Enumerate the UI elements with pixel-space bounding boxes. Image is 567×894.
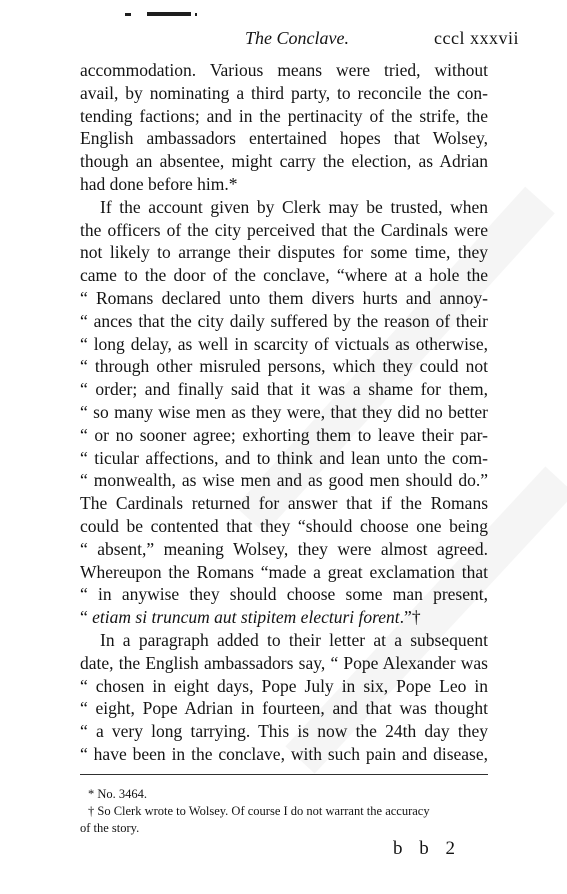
line-text: “ ticular affections, and to think and lean unto the com- xyxy=(80,447,488,468)
text-line xyxy=(80,697,488,720)
line-text: “ monwealth, as wise men and as good men should do.” xyxy=(80,470,488,491)
text-line xyxy=(80,606,488,629)
text-line xyxy=(80,173,488,196)
line-text: accommodation. Various means were tried, without xyxy=(80,60,488,80)
text-line xyxy=(80,127,488,150)
text-line xyxy=(80,652,488,675)
line-text: not likely to arrange their disputes for some time, they xyxy=(80,242,488,263)
text-line xyxy=(80,401,488,424)
footnotes xyxy=(80,786,488,837)
line-text: could be contented that they “should choose one being xyxy=(80,515,488,536)
text-line xyxy=(80,492,488,515)
line-text: “ a very long tarrying. This is now the 24th day they xyxy=(80,721,488,742)
line-text: “ Romans declared unto them divers hurts and annoy- xyxy=(80,287,488,308)
line-text: English ambassadors entertained hopes that Wolsey, xyxy=(80,128,488,149)
text-line xyxy=(80,629,488,652)
text-line xyxy=(80,515,488,538)
text-line xyxy=(80,447,488,470)
line-text: Whereupon the Romans “made a great exclamation that xyxy=(80,561,488,582)
text-line xyxy=(80,264,488,287)
text-line xyxy=(80,287,488,310)
line-text: In a paragraph added to their letter at a subsequent xyxy=(100,629,488,650)
line-text: “ long delay, as well in scarcity of victuals as otherwise, xyxy=(80,333,488,354)
text-line xyxy=(80,675,488,698)
line-text: the officers of the city perceived that the Cardinals were xyxy=(80,219,488,240)
text-line xyxy=(80,150,488,173)
line-text: “ ances that the city daily suffered by the reason of their xyxy=(80,310,488,331)
text-line xyxy=(80,378,488,401)
footnote-line: of the story. xyxy=(80,821,140,835)
line-text: “ in anywise they should choose some man present, xyxy=(80,584,488,605)
text-line xyxy=(80,59,488,82)
text-line xyxy=(80,355,488,378)
text-line xyxy=(80,720,488,743)
line-text: “ order; and finally said that it was a shame for them, xyxy=(80,379,488,400)
text-line xyxy=(80,219,488,242)
line-text: tending factions; and in the pertinacity of the strife, the xyxy=(80,105,488,126)
line-text: “ so many wise men as they were, that they did no better xyxy=(80,401,488,422)
text-line xyxy=(80,538,488,561)
line-text: though an absentee, might carry the election, as Adrian xyxy=(80,151,488,172)
text-line xyxy=(80,743,488,766)
text-line xyxy=(80,424,488,447)
text-line xyxy=(80,469,488,492)
text-line xyxy=(80,583,488,606)
text-line xyxy=(80,241,488,264)
running-head xyxy=(0,28,567,50)
line-text: “ xyxy=(80,607,93,628)
footnote-rule xyxy=(80,774,488,775)
text-line xyxy=(80,333,488,356)
line-text: If the account given by Clerk may be trusted, when xyxy=(100,196,488,217)
text-line xyxy=(80,310,488,333)
footnote-line: * No. 3464. xyxy=(88,787,148,801)
footnote-line: † So Clerk wrote to Wolsey. Of course I do not warrant the accuracy xyxy=(88,804,430,818)
text-line xyxy=(80,196,488,219)
page-top-mark xyxy=(125,11,197,17)
running-title: The Conclave. xyxy=(245,28,349,48)
line-text: “ chosen in eight days, Pope July in six, Pope Leo in xyxy=(80,675,488,696)
line-text: came to the door of the conclave, “where at a hole the xyxy=(80,265,488,286)
latin-quotation: etiam si truncum aut stipitem electuri forent xyxy=(92,607,400,628)
line-text: “ or no sooner agree; exhorting them to leave their par- xyxy=(80,424,488,445)
line-text: “ through other misruled persons, which they could not xyxy=(80,356,488,377)
line-text: The Cardinals returned for answer that if the Romans xyxy=(80,493,488,514)
text-line xyxy=(80,105,488,128)
body-text xyxy=(80,59,488,766)
text-line xyxy=(80,561,488,584)
line-text: “ absent,” meaning Wolsey, they were almost agreed. xyxy=(80,538,488,559)
line-text: avail, by nominating a third party, to reconcile the con- xyxy=(80,82,488,103)
line-text: “ eight, Pope Adrian in fourteen, and that was thought xyxy=(80,698,488,719)
text-line xyxy=(80,82,488,105)
line-text: had done before him.* xyxy=(80,173,238,194)
line-text-after: .”† xyxy=(399,607,421,628)
printer-signature-mark: b b 2 xyxy=(393,838,461,859)
page-number-roman: cccl xxxvii xyxy=(434,28,519,48)
line-text: “ have been in the conclave, with such pain and disease, xyxy=(80,743,488,764)
line-text: date, the English ambassadors say, “ Pope Alexander was xyxy=(80,652,488,673)
